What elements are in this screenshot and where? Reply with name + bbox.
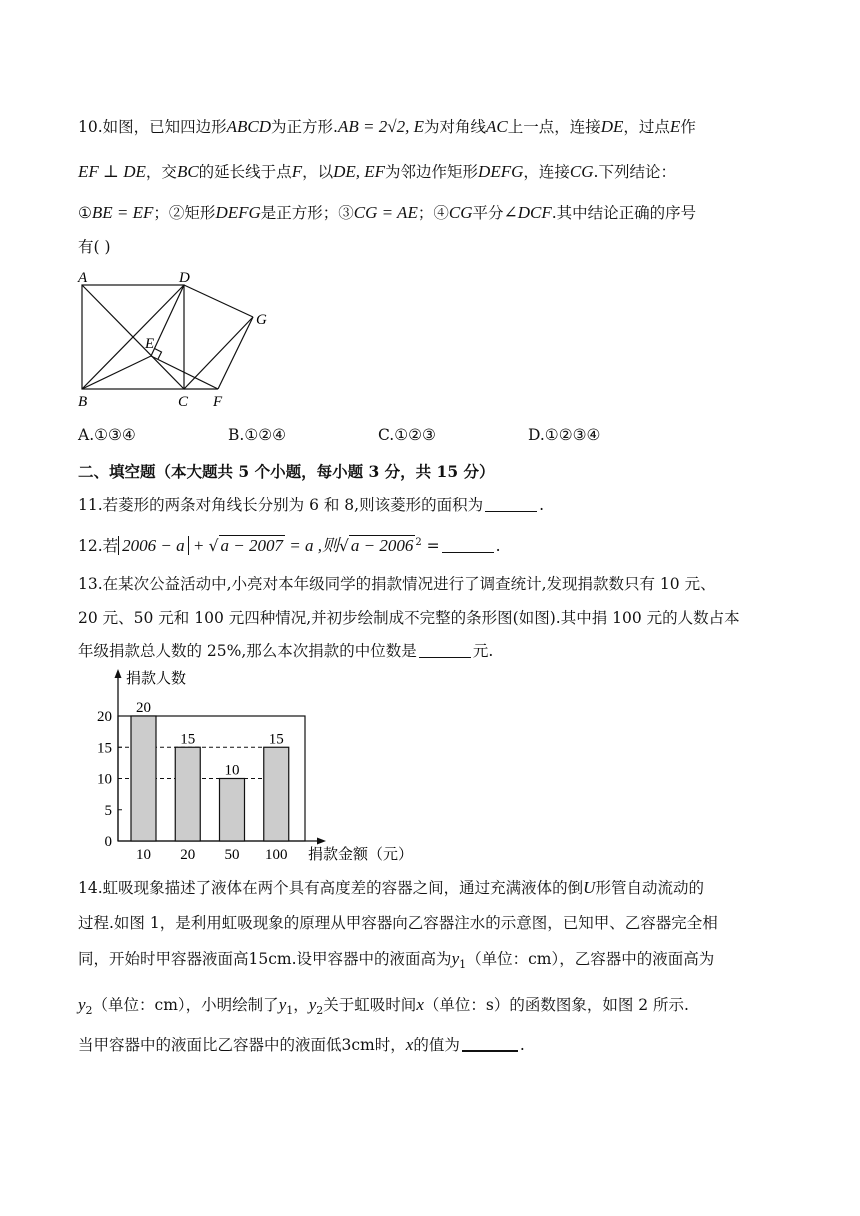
option-a[interactable]: A.①③④ [78,426,136,444]
data-label-50: 10 [224,762,240,779]
q11-answer-blank[interactable] [485,495,537,512]
q10-line1: 10.如图，已知四边形ABCD为正方形.AB = 2√2, E为对角线AC上一点，连接DE，过点E作 [78,117,696,136]
label-c: C [178,394,189,410]
option-d[interactable]: D.①②③④ [528,426,601,444]
q14-line3: 同，开始时甲容器液面高15cm.设甲容器中的液面高为$y_1$（单位：cm），乙容器中的液面高为 [78,949,715,971]
label-b: B [78,394,88,410]
q10-line4: 有( ) [78,238,111,256]
q14-line1: 14.虹吸现象描述了液体在两个具有高度差的容器之间，通过充满液体的倒U形管自动流动的 [78,878,704,897]
data-label-100: 15 [268,731,284,748]
q14-line4: $y_2$（单位：cm），小明绘制了$y_1$，$y_2$关于虹吸时间x（单位：s）的函数图象，如图 2 所示. [78,995,689,1017]
label-a: A [78,270,88,286]
label-e: E [145,336,155,352]
q14-answer-blank[interactable] [462,1034,518,1052]
segment-be [82,356,151,389]
segment-de [151,285,184,356]
option-c[interactable]: C.①②③ [378,426,436,444]
label-g: G [256,312,267,328]
q10-geometry-figure [72,270,282,410]
q13-bar-chart [80,665,440,870]
q10-line2: EF ⊥ DE，交BC的延长线于点F，以DE, EF为邻边作矩形DEFG，连接CG.下列结论： [78,162,676,181]
bar-20 [175,747,200,841]
q12: 12.若 2006 − a + √ a − 2007 = a ,则√ a − 2006 $^2$ = . [78,536,501,556]
q14-line5: 当甲容器中的液面比乙容器中的液面低3cm时，x的值为 . [78,1035,525,1054]
category-label-50: 50 [224,847,240,863]
q11: 11.若菱形的两条对角线长分别为 6 和 8,则该菱形的面积为 . [78,496,545,514]
segment-cg [184,317,253,389]
label-d: D [179,270,190,286]
data-label-20: 15 [180,731,196,748]
q13-line1: 13.在某次公益活动中,小亮对本年级同学的捐款情况进行了调查统计,发现捐款数只有 10 元、 [78,575,716,593]
label-f: F [213,394,223,410]
y-axis-arrow [115,669,122,678]
y-tick-label-15: 15 [97,740,112,757]
option-b[interactable]: B.①②④ [228,426,287,444]
bar-10 [131,716,156,841]
x-axis-label: 捐款金额（元） [308,847,414,863]
q12-answer-blank[interactable] [442,536,494,553]
segment-dg [184,285,253,317]
right-angle-mark [155,349,162,360]
y-tick-label-10: 10 [97,771,112,788]
section-heading: 二、填空题（本大题共 5 个小题，每小题 3 分，共 15 分） [78,462,495,481]
segment-gf [218,317,253,389]
q13-answer-blank[interactable] [419,641,471,658]
q13-line2: 20 元、50 元和 100 元四种情况,并初步绘制成不完整的条形图(如图).其中捐 100 元的人数占本 [78,609,740,627]
category-label-10: 10 [136,847,151,863]
q10-line3: ①BE = EF；②矩形DEFG是正方形；③CG = AE；④CG平分∠DCF.其中结论正确的序号 [78,203,697,222]
q14-line2: 过程.如图 1，是利用虹吸现象的原理从甲容器向乙容器注水的示意图，已知甲、乙容器完全相 [78,914,718,932]
y-axis-label: 捐款人数 [126,671,187,687]
data-label-10: 20 [136,700,151,716]
y-tick-label-5: 5 [104,802,112,819]
y-tick-label-20: 20 [97,709,112,725]
q13-line3: 年级捐款总人数的 25%,那么本次捐款的中位数是 元. [78,642,494,660]
category-label-20: 20 [180,847,196,863]
category-label-100: 100 [265,847,288,863]
y-tick-label-0: 0 [104,834,112,850]
bar-50 [220,779,245,842]
bar-100 [264,747,289,841]
x-axis-arrow [317,838,326,845]
